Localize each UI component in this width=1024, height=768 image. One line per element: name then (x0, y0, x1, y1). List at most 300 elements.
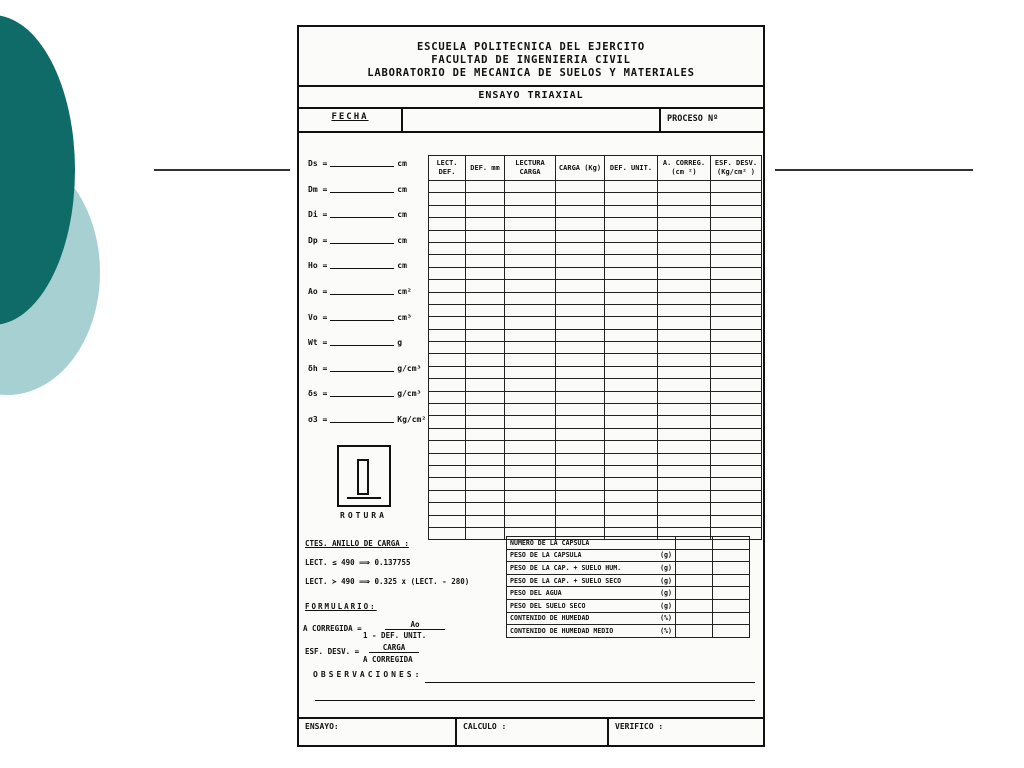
grid-cell[interactable] (429, 404, 466, 416)
variable-value-line[interactable] (330, 371, 394, 372)
grid-cell[interactable] (505, 329, 556, 341)
grid-cell[interactable] (605, 453, 658, 465)
grid-cell[interactable] (429, 230, 466, 242)
grid-cell[interactable] (605, 292, 658, 304)
grid-row (429, 242, 762, 254)
capsula-label-text: PESO DE LA CAP. + SUELO SECO (510, 576, 622, 585)
variable-unit: cm (397, 261, 407, 271)
grid-cell[interactable] (556, 503, 605, 515)
grid-cell[interactable] (605, 379, 658, 391)
grid-cell[interactable] (556, 354, 605, 366)
grid-cell[interactable] (556, 218, 605, 230)
capsula-row-label (507, 625, 676, 638)
grid-cell[interactable] (605, 205, 658, 217)
grid-cell[interactable] (505, 205, 556, 217)
grid-cell[interactable] (429, 342, 466, 354)
variable-value-line[interactable] (330, 268, 394, 269)
grid-cell[interactable] (556, 292, 605, 304)
header-lab: LABORATORIO DE MECANICA DE SUELOS Y MATERIALES (367, 67, 695, 79)
capsula-row (507, 562, 750, 575)
grid-cell[interactable] (429, 329, 466, 341)
capsula-value-cell[interactable] (676, 562, 713, 575)
capsula-value-cell[interactable] (676, 612, 713, 625)
variable-unit: cm² (397, 287, 412, 296)
grid-cell[interactable] (711, 292, 762, 304)
variable-value-line[interactable] (330, 396, 394, 397)
variable-value-line[interactable] (330, 320, 394, 321)
grid-cell[interactable] (658, 242, 711, 254)
grid-cell[interactable] (711, 329, 762, 341)
capsula-value-cell[interactable] (713, 587, 750, 600)
grid-cell[interactable] (605, 342, 658, 354)
grid-cell[interactable] (556, 280, 605, 292)
grid-cell[interactable] (505, 193, 556, 205)
grid-cell[interactable] (711, 280, 762, 292)
grid-cell[interactable] (556, 329, 605, 341)
grid-cell[interactable] (466, 181, 505, 193)
grid-cell[interactable] (605, 366, 658, 378)
variable-row (308, 159, 407, 168)
specimen-shape (357, 459, 369, 495)
grid-cell[interactable] (466, 242, 505, 254)
grid-cell[interactable] (556, 267, 605, 279)
grid-cell[interactable] (658, 280, 711, 292)
variable-unit: Kg/cm² (397, 415, 427, 424)
grid-cell[interactable] (711, 304, 762, 316)
grid-cell[interactable] (466, 453, 505, 465)
grid-cell[interactable] (556, 255, 605, 267)
grid-cell[interactable] (605, 404, 658, 416)
grid-cell[interactable] (505, 366, 556, 378)
capsula-row (507, 537, 750, 550)
grid-cell[interactable] (466, 441, 505, 453)
capsula-unit-text: (g) (660, 589, 672, 598)
grid-cell[interactable] (556, 428, 605, 440)
grid-cell[interactable] (466, 391, 505, 403)
grid-cell[interactable] (605, 255, 658, 267)
grid-cell[interactable] (466, 292, 505, 304)
variable-name: σ3 = (308, 415, 328, 424)
ctes-title: CTES. ANILLO DE CARGA : (305, 539, 409, 548)
grid-cell[interactable] (466, 218, 505, 230)
grid-row (429, 218, 762, 230)
variable-unit: g/cm³ (397, 389, 422, 399)
variable-row (308, 185, 407, 194)
grid-cell[interactable] (505, 391, 556, 403)
grid-cell[interactable] (658, 342, 711, 354)
grid-cell[interactable] (711, 242, 762, 254)
capsula-row (507, 574, 750, 587)
grid-cell[interactable] (556, 230, 605, 242)
grid-cell[interactable] (658, 404, 711, 416)
grid-cell[interactable] (505, 304, 556, 316)
grid-cell[interactable] (605, 391, 658, 403)
grid-cell[interactable] (711, 181, 762, 193)
grid-cell[interactable] (505, 490, 556, 502)
grid-cell[interactable] (556, 304, 605, 316)
grid-cell[interactable] (505, 292, 556, 304)
grid-cell[interactable] (556, 465, 605, 477)
grid-cell[interactable] (658, 193, 711, 205)
grid-cell[interactable] (556, 317, 605, 329)
grid-cell[interactable] (505, 242, 556, 254)
capsula-row (507, 625, 750, 638)
variable-value-line[interactable] (330, 243, 394, 244)
grid-cell[interactable] (556, 379, 605, 391)
grid-cell[interactable] (658, 292, 711, 304)
capsula-unit-text: (%) (660, 626, 672, 635)
grid-cell[interactable] (429, 428, 466, 440)
grid-cell[interactable] (466, 379, 505, 391)
grid-cell[interactable] (505, 416, 556, 428)
capsula-value-cell[interactable] (713, 549, 750, 562)
capsula-value-cell[interactable] (676, 587, 713, 600)
grid-cell[interactable] (466, 280, 505, 292)
capsula-value-cell[interactable] (676, 537, 713, 550)
grid-cell[interactable] (605, 441, 658, 453)
grid-cell[interactable] (658, 416, 711, 428)
grid-cell[interactable] (711, 267, 762, 279)
variable-value-line[interactable] (330, 345, 394, 346)
grid-cell[interactable] (466, 317, 505, 329)
grid-row (429, 404, 762, 416)
grid-cell[interactable] (658, 181, 711, 193)
grid-row (429, 453, 762, 465)
capsula-row-label (507, 587, 676, 600)
variable-value-line[interactable] (330, 422, 394, 423)
grid-header-cell: LECT. DEF. (429, 156, 466, 181)
grid-cell[interactable] (505, 428, 556, 440)
variable-row (308, 287, 412, 296)
grid-cell[interactable] (505, 465, 556, 477)
grid-cell[interactable] (466, 304, 505, 316)
grid-cell[interactable] (556, 181, 605, 193)
grid-cell[interactable] (466, 267, 505, 279)
grid-cell[interactable] (505, 354, 556, 366)
form-header (299, 27, 763, 87)
grid-cell[interactable] (605, 317, 658, 329)
variable-value-line[interactable] (330, 192, 394, 193)
grid-cell[interactable] (466, 428, 505, 440)
grid-row (429, 329, 762, 341)
capsula-label-text: PESO DEL AGUA (510, 589, 562, 598)
grid-cell[interactable] (658, 490, 711, 502)
variable-name: Dp = (308, 235, 328, 245)
grid-cell[interactable] (466, 193, 505, 205)
grid-row (429, 317, 762, 329)
grid-cell[interactable] (711, 193, 762, 205)
capsula-label-text: CONTENIDO DE HUMEDAD (510, 614, 590, 623)
grid-row (429, 416, 762, 428)
grid-cell[interactable] (466, 416, 505, 428)
grid-cell[interactable] (711, 441, 762, 453)
grid-cell[interactable] (605, 329, 658, 341)
grid-cell[interactable] (658, 379, 711, 391)
grid-cell[interactable] (429, 515, 466, 527)
capsula-label-text: PESO DEL SUELO SECO (510, 601, 586, 610)
capsula-unit-text: (g) (660, 576, 672, 585)
variable-row (308, 389, 421, 398)
grid-cell[interactable] (429, 478, 466, 490)
capsula-value-cell[interactable] (713, 574, 750, 587)
grid-cell[interactable] (466, 503, 505, 515)
variable-name: Ds = (308, 159, 328, 168)
grid-cell[interactable] (429, 391, 466, 403)
grid-cell[interactable] (658, 304, 711, 316)
variable-name: δh = (308, 363, 328, 373)
grid-cell[interactable] (556, 441, 605, 453)
grid-cell[interactable] (556, 515, 605, 527)
variable-row (308, 364, 421, 373)
grid-row (429, 490, 762, 502)
grid-cell[interactable] (605, 193, 658, 205)
grid-cell[interactable] (711, 465, 762, 477)
grid-cell[interactable] (711, 515, 762, 527)
capsula-table (506, 536, 750, 638)
grid-cell[interactable] (605, 230, 658, 242)
grid-cell[interactable] (556, 193, 605, 205)
variable-row (308, 338, 402, 347)
grid-cell[interactable] (711, 342, 762, 354)
grid-cell[interactable] (605, 181, 658, 193)
grid-row (429, 342, 762, 354)
capsula-value-cell[interactable] (676, 574, 713, 587)
capsula-row-label (507, 574, 676, 587)
grid-cell[interactable] (605, 465, 658, 477)
capsula-value-cell[interactable] (676, 549, 713, 562)
grid-cell[interactable] (429, 490, 466, 502)
grid-cell[interactable] (658, 317, 711, 329)
grid-cell[interactable] (505, 317, 556, 329)
grid-cell[interactable] (429, 280, 466, 292)
grid-cell[interactable] (658, 366, 711, 378)
grid-cell[interactable] (711, 391, 762, 403)
grid-cell[interactable] (658, 503, 711, 515)
grid-cell[interactable] (556, 366, 605, 378)
grid-cell[interactable] (658, 515, 711, 527)
esf-desv-den: A CORREGIDA (363, 655, 413, 664)
grid-cell[interactable] (505, 280, 556, 292)
grid-row (429, 230, 762, 242)
grid-cell[interactable] (658, 441, 711, 453)
grid-cell[interactable] (605, 478, 658, 490)
grid-cell[interactable] (429, 354, 466, 366)
grid-cell[interactable] (711, 428, 762, 440)
grid-cell[interactable] (466, 205, 505, 217)
grid-cell[interactable] (429, 181, 466, 193)
grid-cell[interactable] (429, 527, 466, 539)
grid-cell[interactable] (711, 379, 762, 391)
grid-row (429, 193, 762, 205)
grid-cell[interactable] (605, 490, 658, 502)
grid-cell[interactable] (466, 404, 505, 416)
grid-row (429, 267, 762, 279)
ensayo-field[interactable]: ENSAYO: (299, 719, 457, 745)
grid-cell[interactable] (556, 205, 605, 217)
capsula-value-cell[interactable] (676, 625, 713, 638)
variable-value-line[interactable] (330, 166, 394, 167)
capsula-value-cell[interactable] (713, 599, 750, 612)
grid-cell[interactable] (658, 230, 711, 242)
esf-desv-label: ESF. DESV. = (305, 647, 360, 656)
grid-cell[interactable] (556, 391, 605, 403)
grid-cell[interactable] (605, 428, 658, 440)
capsula-value-cell[interactable] (676, 599, 713, 612)
grid-cell[interactable] (711, 366, 762, 378)
grid-cell[interactable] (429, 503, 466, 515)
variable-value-line[interactable] (330, 294, 394, 295)
grid-cell[interactable] (605, 354, 658, 366)
grid-cell[interactable] (556, 490, 605, 502)
capsula-value-cell[interactable] (713, 537, 750, 550)
grid-cell[interactable] (466, 366, 505, 378)
grid-cell[interactable] (466, 354, 505, 366)
grid-cell[interactable] (466, 527, 505, 539)
grid-cell[interactable] (658, 267, 711, 279)
grid-cell[interactable] (505, 218, 556, 230)
grid-cell[interactable] (429, 205, 466, 217)
grid-cell[interactable] (658, 428, 711, 440)
grid-cell[interactable] (505, 267, 556, 279)
grid-cell[interactable] (711, 490, 762, 502)
grid-cell[interactable] (429, 242, 466, 254)
grid-cell[interactable] (429, 379, 466, 391)
grid-cell[interactable] (556, 453, 605, 465)
grid-cell[interactable] (711, 230, 762, 242)
grid-cell[interactable] (505, 379, 556, 391)
grid-row (429, 441, 762, 453)
grid-cell[interactable] (658, 354, 711, 366)
variable-value-line[interactable] (330, 217, 394, 218)
grid-cell[interactable] (466, 342, 505, 354)
grid-cell[interactable] (556, 416, 605, 428)
grid-cell[interactable] (711, 354, 762, 366)
grid-cell[interactable] (505, 453, 556, 465)
capsula-row (507, 599, 750, 612)
observaciones-line-2[interactable] (315, 700, 755, 701)
grid-cell[interactable] (505, 441, 556, 453)
capsula-value-cell[interactable] (713, 625, 750, 638)
grid-cell[interactable] (429, 193, 466, 205)
grid-cell[interactable] (658, 218, 711, 230)
grid-cell[interactable] (505, 255, 556, 267)
grid-cell[interactable] (556, 242, 605, 254)
grid-cell[interactable] (711, 218, 762, 230)
grid-cell[interactable] (711, 478, 762, 490)
grid-cell[interactable] (605, 280, 658, 292)
grid-row (429, 205, 762, 217)
ctes-line2: LECT. ≻ 490 ⟹ 0.325 x (LECT. - 280) (305, 577, 470, 586)
grid-header-cell: DEF. UNIT. (605, 156, 658, 181)
grid-cell[interactable] (505, 404, 556, 416)
load-deformation-grid (428, 155, 762, 540)
grid-cell[interactable] (466, 329, 505, 341)
capsula-label-text: PESO DE LA CAP. + SUELO HUM. (510, 563, 622, 572)
grid-cell[interactable] (605, 304, 658, 316)
grid-cell[interactable] (711, 404, 762, 416)
grid-cell[interactable] (556, 404, 605, 416)
grid-cell[interactable] (658, 329, 711, 341)
calculo-field[interactable]: CALCULO : (457, 719, 609, 745)
header-faculty: FACULTAD DE INGENIERIA CIVIL (431, 54, 631, 66)
grid-cell[interactable] (505, 515, 556, 527)
grid-cell[interactable] (505, 342, 556, 354)
grid-cell[interactable] (556, 342, 605, 354)
grid-cell[interactable] (466, 255, 505, 267)
grid-cell[interactable] (429, 267, 466, 279)
grid-cell[interactable] (605, 503, 658, 515)
grid-cell[interactable] (658, 205, 711, 217)
capsula-row-label (507, 537, 676, 550)
grid-cell[interactable] (605, 515, 658, 527)
grid-cell[interactable] (429, 292, 466, 304)
grid-cell[interactable] (466, 490, 505, 502)
grid-cell[interactable] (505, 478, 556, 490)
grid-row (429, 478, 762, 490)
grid-cell[interactable] (429, 304, 466, 316)
capsula-row-label (507, 549, 676, 562)
rotura-diagram (337, 445, 391, 507)
grid-row (429, 379, 762, 391)
grid-cell[interactable] (429, 441, 466, 453)
grid-cell[interactable] (429, 416, 466, 428)
grid-cell[interactable] (711, 255, 762, 267)
grid-cell[interactable] (466, 465, 505, 477)
observaciones-line-1[interactable] (425, 682, 755, 683)
grid-cell[interactable] (466, 515, 505, 527)
grid-row (429, 181, 762, 193)
capsula-row (507, 587, 750, 600)
grid-cell[interactable] (429, 255, 466, 267)
verifico-field[interactable]: VERIFICO : (615, 722, 664, 731)
grid-row (429, 280, 762, 292)
grid-cell[interactable] (429, 366, 466, 378)
grid-cell[interactable] (505, 230, 556, 242)
form-footer (299, 717, 763, 745)
a-corregida-label: A CORREGIDA = (303, 624, 362, 633)
grid-cell[interactable] (711, 317, 762, 329)
grid-cell[interactable] (556, 478, 605, 490)
grid-cell[interactable] (605, 218, 658, 230)
grid-cell[interactable] (505, 181, 556, 193)
grid-cell[interactable] (605, 267, 658, 279)
grid-cell[interactable] (605, 416, 658, 428)
capsula-value-cell[interactable] (713, 612, 750, 625)
grid-cell[interactable] (658, 478, 711, 490)
grid-cell[interactable] (429, 218, 466, 230)
grid-cell[interactable] (605, 242, 658, 254)
grid-cell[interactable] (466, 478, 505, 490)
grid-cell[interactable] (429, 317, 466, 329)
grid-cell[interactable] (429, 453, 466, 465)
grid-cell[interactable] (711, 416, 762, 428)
grid-cell[interactable] (505, 503, 556, 515)
grid-cell[interactable] (711, 205, 762, 217)
grid-header-cell: CARGA (Kg) (556, 156, 605, 181)
rotura-label: ROTURA (340, 511, 387, 520)
grid-cell[interactable] (711, 453, 762, 465)
capsula-unit-text: (g) (660, 563, 672, 572)
grid-cell[interactable] (658, 255, 711, 267)
grid-cell[interactable] (658, 465, 711, 477)
grid-cell[interactable] (429, 465, 466, 477)
capsula-value-cell[interactable] (713, 562, 750, 575)
grid-cell[interactable] (658, 391, 711, 403)
decor-line-right (775, 169, 973, 171)
grid-cell[interactable] (658, 453, 711, 465)
grid-cell[interactable] (711, 503, 762, 515)
grid-cell[interactable] (466, 230, 505, 242)
